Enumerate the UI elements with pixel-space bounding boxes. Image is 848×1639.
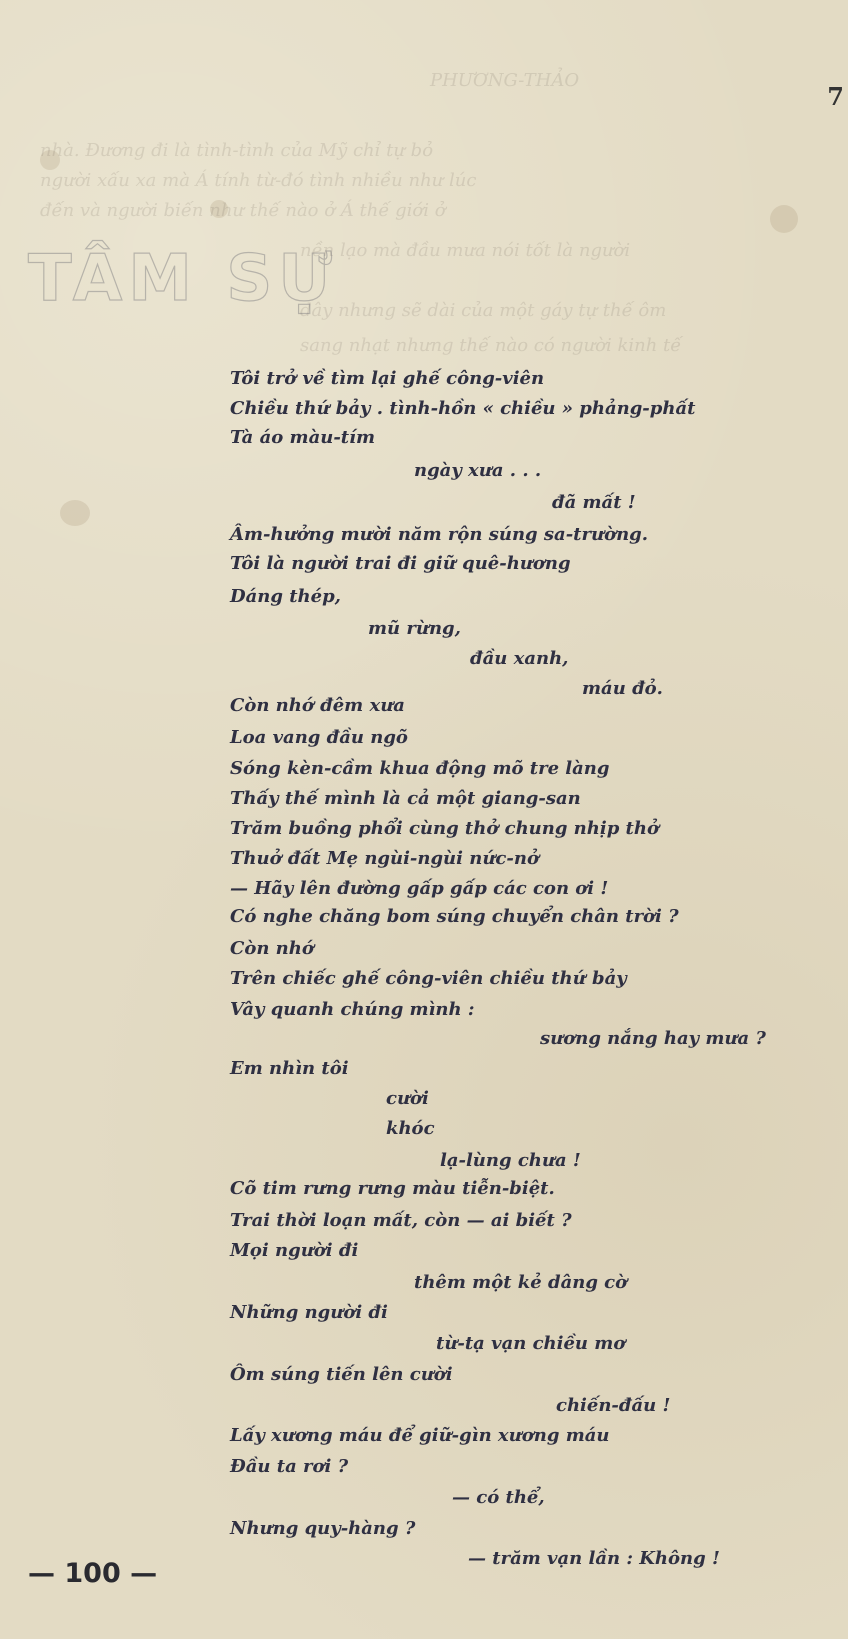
paper-stain bbox=[60, 500, 90, 526]
poem-line: máu đỏ. bbox=[582, 678, 663, 699]
poem-line: đầu xanh, bbox=[470, 648, 569, 669]
poem-line: Trên chiếc ghế công-viên chiều thứ bảy bbox=[230, 968, 627, 989]
poem-line: Loa vang đầu ngõ bbox=[230, 727, 408, 748]
poem-line: từ-tạ vạn chiều mơ bbox=[436, 1333, 626, 1354]
bleed-through-text: PHƯƠNG-THẢO bbox=[430, 70, 580, 91]
poem-line: Trai thời loạn mất, còn — ai biết ? bbox=[230, 1210, 572, 1231]
poem-line: — Hãy lên đường gấp gấp các con ơi ! bbox=[230, 878, 609, 899]
poem-line: Âm-hưởng mười năm rộn súng sa-trường. bbox=[230, 524, 649, 545]
poem-line: Những người đi bbox=[230, 1302, 388, 1323]
poem-line: Vây quanh chúng mình : bbox=[230, 999, 475, 1020]
paper-stain bbox=[770, 205, 798, 233]
poem-line: Trăm buồng phổi cùng thở chung nhịp thở bbox=[230, 818, 659, 839]
page-number-top: 7 bbox=[827, 82, 844, 111]
poem-line: sương nắng hay mưa ? bbox=[540, 1028, 766, 1049]
poem-line: Em nhìn tôi bbox=[230, 1058, 349, 1079]
poem-line: Đầu ta rơi ? bbox=[230, 1456, 349, 1477]
poem-line: mũ rừng, bbox=[368, 618, 461, 639]
poem-line: Tà áo màu-tím bbox=[230, 427, 376, 448]
bleed-through-text: nhà. Đương đi là tình-tình của Mỹ chỉ tự bỏ bbox=[40, 140, 434, 161]
poem-title: TÂM SỰ bbox=[28, 242, 338, 316]
bleed-through-text: người xấu xa mà Á tính từ-đó tình nhiều như lúc bbox=[40, 170, 477, 191]
poem-line: Tôi là người trai đi giữ quê-hương bbox=[230, 553, 571, 574]
poem-line: Cõ tim rưng rưng màu tiễn-biệt. bbox=[230, 1178, 555, 1199]
bleed-through-text: đến và người biến như thế nào ở Á thế giới ở bbox=[40, 200, 446, 221]
poem-line: Ôm súng tiến lên cười bbox=[230, 1364, 453, 1385]
poem-line: Thuở đất Mẹ ngùi-ngùi nức-nở bbox=[230, 848, 539, 869]
poem-line: khóc bbox=[386, 1118, 435, 1139]
poem-line: — có thể, bbox=[452, 1487, 545, 1508]
poem-line: Nhưng quy-hàng ? bbox=[230, 1518, 416, 1539]
poem-line: Sóng kèn-cầm khua động mõ tre làng bbox=[230, 758, 610, 779]
poem-line: lạ-lùng chưa ! bbox=[440, 1150, 581, 1171]
poem-line: Chiều thứ bảy . tình-hồn « chiều » phảng-phất bbox=[230, 398, 696, 419]
poem-line: Có nghe chăng bom súng chuyển chân trời ? bbox=[230, 906, 679, 927]
poem-line: Còn nhớ đêm xưa bbox=[230, 695, 405, 716]
poem-line: Mọi người đi bbox=[230, 1240, 359, 1261]
poem-line: Thấy thế mình là cả một giang-san bbox=[230, 788, 581, 809]
poem-line: Lấy xương máu để giữ-gìn xương máu bbox=[230, 1425, 610, 1446]
page-number-bottom: — 100 — bbox=[28, 1558, 158, 1589]
bleed-through-text: dây nhưng sẽ dài của một gáy tự thế ôm bbox=[300, 300, 667, 321]
poem-line: đã mất ! bbox=[552, 492, 636, 513]
bleed-through-text: nền lạo mà đầu mưa nói tốt là người bbox=[300, 240, 631, 261]
poem-line: chiến-đấu ! bbox=[556, 1395, 671, 1416]
poem-line: ngày xưa . . . bbox=[414, 460, 542, 481]
poem-line: — trăm vạn lần : Không ! bbox=[468, 1548, 720, 1569]
bleed-through-text: sang nhạt nhưng thế nào có người kinh tế bbox=[300, 335, 682, 356]
poem-line: thêm một kẻ dâng cờ bbox=[414, 1272, 628, 1293]
poem-line: Tôi trở về tìm lại ghế công-viên bbox=[230, 368, 545, 389]
poem-line: cười bbox=[386, 1088, 429, 1109]
poem-line: Còn nhớ bbox=[230, 938, 314, 959]
poem-line: Dáng thép, bbox=[230, 586, 341, 607]
